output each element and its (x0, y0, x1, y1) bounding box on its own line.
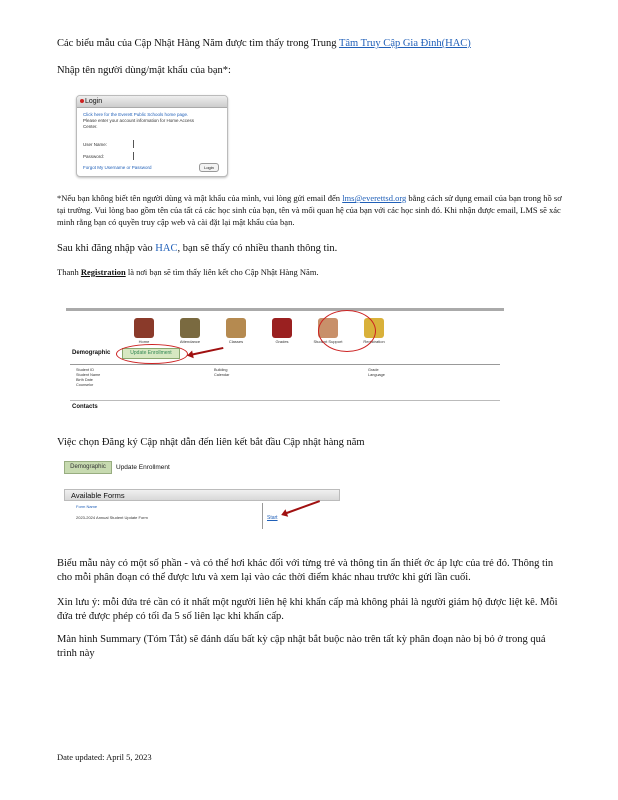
form-row: 2023-2024 Annual Student Update Form (76, 515, 148, 520)
contacts-heading: Contacts (72, 404, 98, 410)
nav-label: Registration (363, 339, 385, 344)
grades-icon (272, 318, 292, 338)
tab-update-enrollment: Update Enrollment (116, 464, 170, 471)
student-info-column-2 (214, 368, 229, 378)
login-title: Login (85, 98, 103, 105)
start-link: Start (267, 515, 278, 521)
username-field (133, 140, 134, 148)
arrow-icon (284, 500, 320, 515)
info-label: Student ID (76, 368, 94, 372)
info-label: Birth Date (76, 378, 93, 382)
forms-screenshot (62, 459, 342, 531)
email-link[interactable]: lms@everettsd.org (342, 193, 407, 203)
update-enrollment-button: Update Enrollment (122, 348, 180, 359)
login-home-link: Click here for the Everett Public Schools home page. (83, 112, 189, 117)
form-sections-paragraph: Biểu mẫu này có một số phần - và có thể hơi khác đối với từng trẻ và thông tin ẩn thiết ớc áp lực của trẻ đó. Thông tin cho mỗi phân đoạn có thể được lưu và xem lại vào các thời điểm khác nhau trước khi gửi lần cuối. (57, 558, 554, 583)
summary-screen-paragraph: Màn hình Summary (Tóm Tắt) sẽ đánh dấu bất kỳ cập nhật bắt buộc nào trên tất kỳ phân đoạn nào bị bỏ ở trong quá trình này (57, 634, 546, 659)
after-login-paragraph (57, 242, 567, 256)
registration-text-b: là nơi bạn sẽ tìm thấy liên kết cho Cập Nhật Hàng Năm. (125, 267, 319, 277)
help-text-a: *Nếu bạn không biết tên người dùng và mật khẩu của mình, vui lòng gửi email đến (57, 193, 343, 203)
login-screenshot (76, 95, 228, 177)
info-label: Student Name (76, 373, 101, 377)
date-updated: Date updated: April 5, 2023 (57, 752, 152, 762)
enter-credentials-text: Nhập tên người dùng/mật khẩu của bạn*: (57, 65, 231, 76)
hac-text-link: HAC (155, 243, 178, 254)
registration-bold: Registration (80, 267, 126, 277)
registration-text-a: Thanh (57, 267, 81, 277)
login-button: Login (199, 163, 219, 172)
login-title-bar (77, 96, 227, 108)
intro-text: Các biểu mẫu của Cập Nhật Hàng Năm được tìm thấy trong Trung (57, 38, 339, 49)
login-status-icon (80, 99, 84, 103)
login-instructions: Please enter your account information for Home Access Center. (83, 118, 195, 129)
attendance-icon (180, 318, 200, 338)
hac-menu-screenshot (66, 308, 504, 420)
column-divider (262, 503, 263, 529)
info-label: Building (214, 368, 228, 372)
classes-icon (226, 318, 246, 338)
info-label: Grade (368, 368, 379, 372)
nav-label: Home (138, 339, 150, 344)
nav-label: Classes (228, 339, 244, 344)
form-name-header: Form Name (76, 504, 98, 509)
password-label: Password: (83, 154, 105, 159)
contacts-box (70, 400, 500, 417)
hac-link[interactable]: Tâm Truy Cập Gia Đình(HAC) (338, 38, 471, 49)
after-login-text-b: , bạn sẽ thấy có nhiều thanh thông tin. (177, 243, 338, 254)
tab-demographic: Demographic (64, 461, 112, 474)
info-label: Counselor (76, 383, 94, 387)
student-info-column-3 (368, 368, 385, 378)
password-field (133, 152, 134, 160)
help-text-b: bằng cách sử dụng email của bạn trong hồ sơ tại trường. Vui lòng bao gồm tên của tất cả các học sinh của bạn, tên và mối quan hệ của bạn với các học sinh đó. Khi nhận được email, LMS sẽ xác minh rằng bạn có quyền truy cập web và cài đặt lại mật khẩu của bạn. (57, 193, 562, 227)
update-enrollment-circle (116, 344, 188, 364)
home-icon (134, 318, 154, 338)
username-label: User Name: (83, 142, 108, 147)
arrow-icon (190, 347, 224, 356)
divider (70, 364, 500, 365)
after-login-text-a: Sau khi đăng nhập vào (57, 243, 156, 254)
top-bar (66, 308, 504, 311)
info-label: Language (368, 373, 385, 377)
info-label: Calendar (214, 373, 230, 377)
update-link-paragraph: Việc chọn Đăng ký Cập nhật dẫn đến liên kết bắt đầu Cập nhật hàng năm (57, 437, 365, 448)
registration-paragraph (57, 266, 567, 278)
nav-label: Grades (275, 339, 289, 344)
registration-highlight-circle (318, 310, 376, 352)
demographic-label: Demographic (72, 350, 111, 356)
intro-paragraph (57, 37, 567, 51)
emergency-contact-note: Xin lưu ý: mỗi đứa trẻ cần có ít nhất một người liên hệ khi khẩn cấp mà không phải là người giám hộ được liệt kê. Mỗi đứa trẻ được phép có tối đa 5 số liên lạc khi khẩn cấp. (57, 597, 558, 622)
forgot-link: Forgot My Username or Password (83, 165, 152, 170)
nav-label: Student Support (313, 339, 343, 344)
student-info-column-1 (76, 368, 100, 388)
available-forms-header: Available Forms (64, 489, 340, 501)
password-help-paragraph (57, 192, 567, 228)
nav-label: Attendance (179, 339, 201, 344)
